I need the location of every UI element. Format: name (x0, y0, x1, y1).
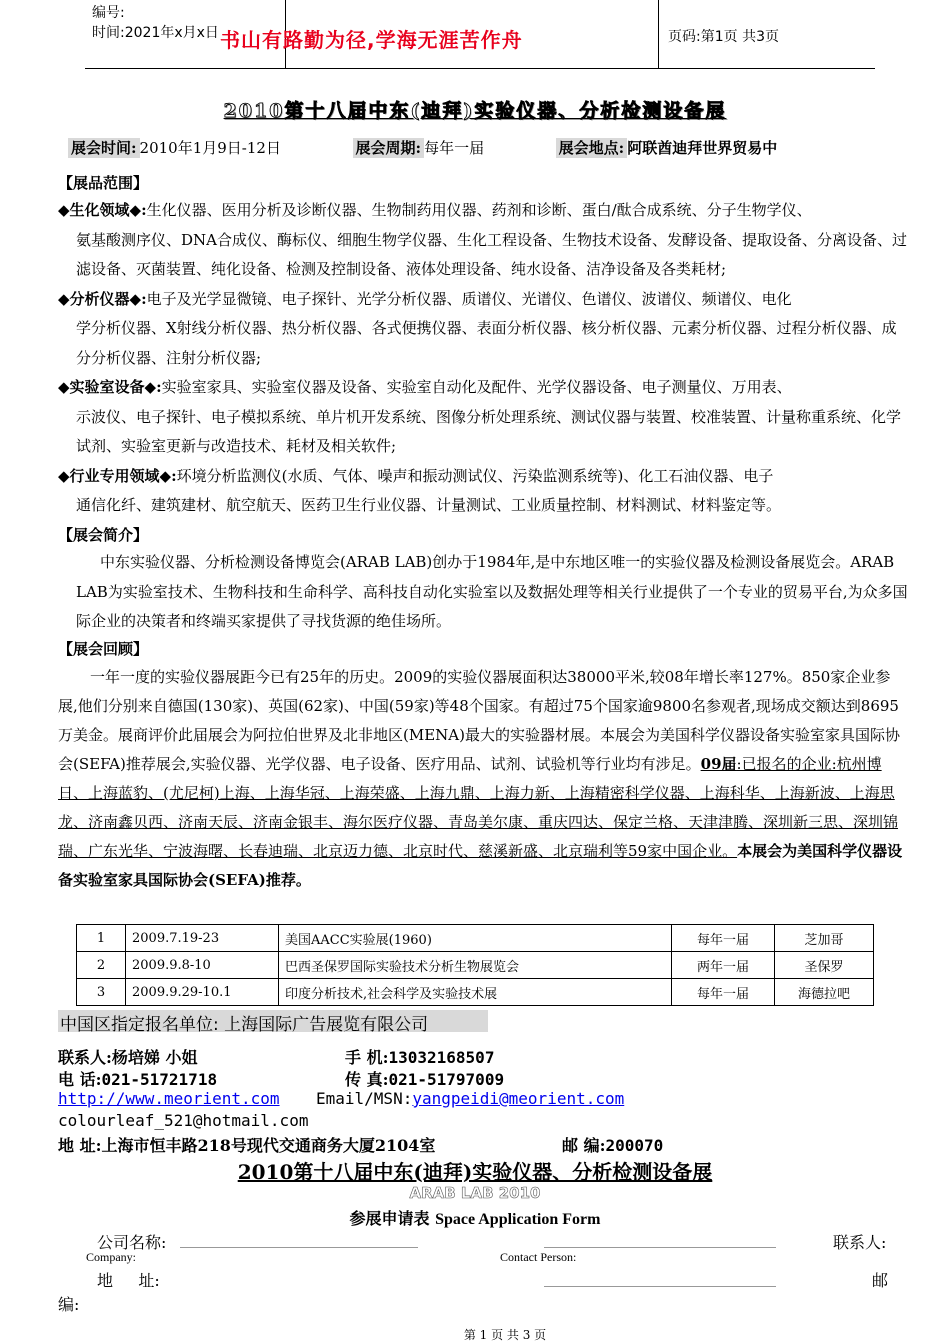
event-period: 每年一届 (672, 979, 775, 1006)
form-name (0, 1206, 950, 1229)
document-number: 编号: (92, 5, 125, 21)
email2-row (58, 1111, 308, 1130)
exhibition-info (68, 137, 777, 158)
email-row (316, 1089, 624, 1108)
form-title: 2010第十八届中东(迪拜)实验仪器、分析检测设备展 (237, 1160, 713, 1184)
header-motto: 书山有路勤为径,学海无涯苦作舟 (220, 28, 523, 52)
contact-label: 联系人: (833, 1233, 887, 1252)
event-period: 两年一届 (672, 952, 775, 979)
contact-input-line[interactable] (544, 1247, 776, 1248)
scope-item-text: 生化仪器、医用分析及诊断仪器、生物制药用仪器、药剂和诊断、蛋白/酞合成系统、分子生物学仪、 (146, 201, 812, 219)
header-page-number: 页码:第1页 共3页 (668, 29, 779, 45)
postcode-row (562, 1133, 663, 1156)
event-period: 每年一届 (672, 925, 775, 952)
postcode-label-form-cont: 编: (58, 1295, 80, 1314)
phone-value: 021-51721718 (101, 1070, 218, 1089)
event-city: 芝加哥 (775, 925, 874, 952)
form-name-cn: 参展申请表 (349, 1209, 430, 1228)
fax-label: 传 真: (345, 1070, 389, 1089)
fax-value: 021-51797009 (388, 1070, 505, 1089)
event-date: 2009.9.29-10.1 (126, 979, 279, 1006)
review-heading: 【展会回顾】 (58, 640, 149, 658)
scope-item-head: ◆行业专用领域◆: (58, 466, 177, 485)
scope-item-text: 环境分析监测仪(水质、气体、噪声和振动测试仪、污染监测系统等)、化工石油仪器、电子 (176, 466, 774, 485)
page-title: 2010第十八届中东(迪拜)实验仪器、分析检测设备展 (223, 100, 727, 122)
time-label: 展会时间: (68, 138, 140, 158)
contact-label-en: Contact Person: (500, 1250, 577, 1264)
review-text-c: 本展会为美国科学仪器设备实验室家具国际协会(SEFA)推荐。 (58, 842, 903, 889)
intro-text: 中东实验仪器、分析检测设备博览会(ARAB LAB)创办于1984年,是中东地区唯一的实验仪器及检测设备展览会。ARAB LAB为实验室技术、生物科技和生命科学、高科技自动化实验室以及数据处理等相关行业提供了一个专业的贸易平台,为众多国际企业的决策者和终端买家提供了寻找货源的绝佳场所。 (76, 553, 908, 630)
document-date: 时间:2021年x月x日 (92, 25, 219, 41)
scope-item-head: ◆分析仪器◆: (58, 289, 147, 308)
form-subtitle: ARAB LAB 2010 (409, 1184, 541, 1202)
event-no: 1 (77, 925, 126, 952)
scope-heading: 【展品范围】 (58, 174, 149, 192)
review-text-a: 一年一度的实验仪器展距今已有25年的历史。2009的实验仪器展面积达38000平米,较08年增长率127%。850家企业参展,他们分别来自德国(130家)、英国(62家)、中国(59家)等48个国家。有超过75个国家逾9800名参观者,现场成交额达到8695万美金。展商评价此届展会为阿拉伯世界及北非地区(MENA)最大的实验器材展。本展会为美国科学仪器设备实验室家具国际协会(SEFA)推荐展会,实验仪器、光学仪器、电子设备、医疗用品、试剂、试验机等行业均有涉足。 (58, 668, 900, 773)
scope-item-text: 学分析仪器、X射线分析仪器、热分析仪器、各式便携仪器、表面分析仪器、核分析仪器、元素分析仪器、过程分析仪器、成分分析仪器、注射分析仪器; (76, 319, 897, 367)
phone-row (58, 1067, 217, 1090)
address-input-line[interactable] (544, 1286, 776, 1287)
event-date: 2009.7.19-23 (126, 925, 279, 952)
period-value: 每年一届 (424, 139, 485, 157)
table-row (77, 979, 874, 1006)
time-value: 2010年1月9日-12日 (139, 139, 281, 157)
company-label-en: Company: (86, 1250, 136, 1264)
header-divider (658, 0, 659, 68)
event-city: 海德拉吧 (775, 979, 874, 1006)
website-row (58, 1089, 280, 1108)
event-name: 印度分析技术,社会科学及实验技术展 (279, 979, 672, 1006)
fax-row (345, 1067, 504, 1090)
company-label: 公司名称: (97, 1233, 167, 1252)
contact-person: 联系人:杨培娣 小姐 (58, 1048, 198, 1067)
website-link[interactable]: http://www.meorient.com (58, 1089, 280, 1108)
scope-item-text: 示波仪、电子探针、电子模拟系统、单片机开发系统、图像分析处理系统、测试仪器与装置、校准装置、计量称重系统、化学试剂、实验室更新与改造技术、耗材及相关软件; (76, 407, 902, 455)
postcode-label-form: 邮 (872, 1271, 889, 1290)
event-date: 2009.9.8-10 (126, 952, 279, 979)
email-label: Email/MSN: (316, 1089, 413, 1108)
scope-item-text: 电子及光学显微镜、电子探针、光学分析仪器、质谱仪、光谱仪、色谱仪、波谱仪、频谱仪、电化 (146, 289, 792, 308)
scope-item (58, 462, 908, 521)
scope-item (58, 196, 908, 285)
email-link[interactable]: yangpeidi@meorient.com (412, 1089, 625, 1108)
mobile-label: 手 机: (345, 1048, 389, 1067)
address-label: 地 址: (97, 1271, 160, 1290)
page-footer: 第 1 页 共 3 页 (463, 1328, 547, 1342)
mobile-value: 13032168507 (388, 1048, 495, 1067)
event-name: 美国AACC实验展(1960) (279, 925, 672, 952)
scope-item (58, 285, 908, 374)
scope-item-head: ◆实验室设备◆: (58, 378, 162, 396)
table-row (77, 952, 874, 979)
phone-label: 电 话: (58, 1070, 102, 1089)
mobile-row (345, 1045, 494, 1068)
place-label: 展会地点: (556, 138, 628, 158)
email2-value: colourleaf_521@hotmail.com (58, 1111, 309, 1130)
table-row (77, 925, 874, 952)
place-value: 阿联酋迪拜世界贸易中 (627, 139, 778, 157)
period-label: 展会周期: (353, 138, 425, 158)
form-name-en: Space Application Form (435, 1211, 601, 1228)
review-text (58, 663, 908, 895)
events-table (76, 924, 874, 1006)
postcode-value: 200070 (605, 1136, 664, 1155)
event-name: 巴西圣保罗国际实验技术分析生物展览会 (279, 952, 672, 979)
scope-item-text: 氨基酸测序仪、DNA合成仪、酶标仪、细胞生物学仪器、生化工程设备、生物技术设备、发酵设备、提取设备、分离设备、过滤设备、灭菌装置、纯化设备、检测及控制设备、液体处理设备、纯水设备、洁净设备及各类耗材; (76, 230, 907, 278)
contact-person-row (58, 1045, 197, 1068)
company-input-line[interactable] (180, 1247, 418, 1248)
scope-item-text: 实验室家具、实验室仪器及设备、实验室自动化及配件、光学仪器设备、电子测量仪、万用表、 (161, 378, 792, 396)
event-no: 2 (77, 952, 126, 979)
intro-heading: 【展会简介】 (58, 526, 149, 544)
review-text-b: :已报名的企业:杭州博日、上海蓝豹、(尤尼柯)上海、上海华冠、上海荣盛、上海九鼎、上海力新、上海精密科学仪器、上海科华、上海新波、上海思龙、济南鑫贝西、济南天辰、济南金银丰、海尔医疗仪器、青岛美尔康、重庆四达、保定兰格、天津津腾、深圳新三思、深圳锦瑞、广东光华、宁波海曙、长春迪瑞、北京迈力德、北京时代、慈溪新盛、北京瑞利等59家中国企业。 (58, 755, 899, 860)
address-value: 地 址:上海市恒丰路218号现代交通商务大厦2104室 (58, 1136, 436, 1155)
postcode-label: 邮 编: (562, 1136, 606, 1155)
registration-unit: 中国区指定报名单位: 上海国际广告展览有限公司 (60, 1015, 429, 1035)
scope-item-head: ◆生化领域◆: (58, 201, 147, 219)
event-city: 圣保罗 (775, 952, 874, 979)
review-09-label: 09届 (700, 755, 737, 773)
scope-item (58, 373, 908, 462)
scope-list (58, 196, 908, 521)
address-row (58, 1133, 435, 1156)
scope-item-text: 通信化纤、建筑建材、航空航天、医药卫生行业仪器、计量测试、工业质量控制、材料测试、材料鉴定等。 (76, 496, 782, 514)
event-no: 3 (77, 979, 126, 1006)
